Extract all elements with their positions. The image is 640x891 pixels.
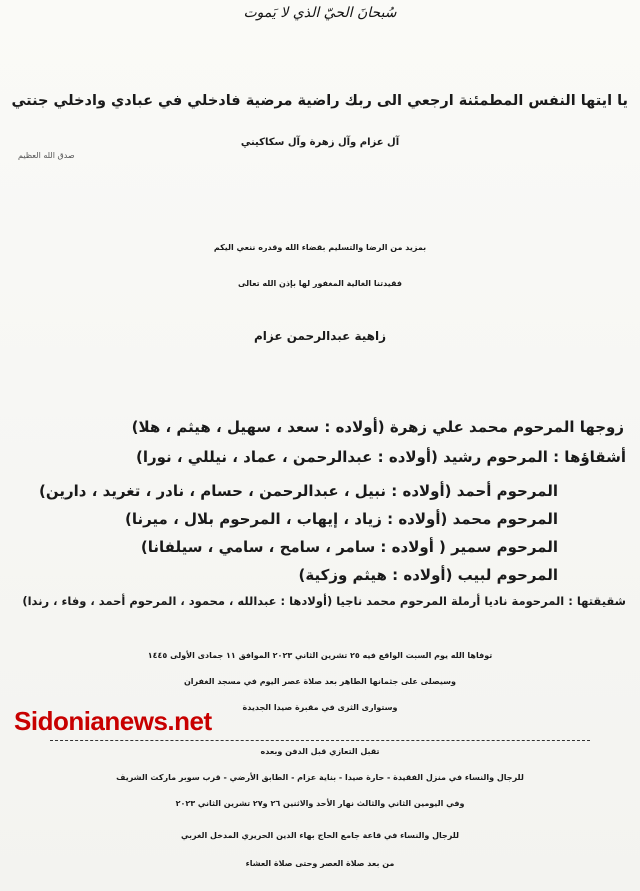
relative-line: المرحوم أحمد (أولاده : نبيل ، عبدالرحمن ، حسام ، نادر ، تغريد ، دارين) [39,482,558,500]
condolences-heading: تقبل التعازي قبل الدفن وبعده [260,747,380,756]
relative-line: المرحوم لبيب (أولاده : هيثم وزكية) [298,566,558,584]
relative-line: زوجها المرحوم محمد علي زهرة (أولاده : سعد ، سهيل ، هيثم ، هلا) [131,418,624,436]
relative-line: شقيقتها : المرحومة ناديا أرملة المرحوم محمد ناجيا (أولادها : عبدالله ، محمود ، المرحوم أحمد ، وفاء ، رندا) [22,594,626,608]
relative-line: المرحوم محمد (أولاده : زياد ، إيهاب ، المرحوم بلال ، ميرنا) [124,510,558,528]
intro-line-1: بمزيد من الرضا والتسليم بقضاء الله وقدره ننعي اليكم [213,243,427,252]
relative-line: المرحوم سمير ( أولاده : سامر ، سامح ، سامي ، سيلفانا) [140,538,558,556]
condolences-line: للرجال والنساء في قاعة جامع الحاج بهاء الدين الحريري المدخل الغربي [180,831,460,840]
intro-line-2: فقيدتنا الغالية المغفور لها بإذن الله تعالى [238,279,402,288]
condolences-line: للرجال والنساء في منزل الفقيدة - حارة صيدا - بناية عزام - الطابق الأرضي - قرب سوبر ماركت الشريف [116,773,524,782]
relative-line: أشقاؤها : المرحوم رشيد (أولاده : عبدالرحمن ، عماد ، نيللي ، نورا) [135,448,626,466]
condolences-line: وفي اليومين الثاني والثالث نهار الأحد والاثنين ٢٦ و٢٧ تشرين الثاني ٢٠٢٣ [175,799,465,808]
calligraphy-heading: سُبحانَ الحيّ الذي لا يَموت [243,5,397,21]
deceased-name: زاهية عبدالرحمن عزام [253,329,387,343]
verse-source: صدق الله العظيم [18,151,75,160]
section-divider [50,740,590,741]
family-names: آل عزام وآل زهرة وآل سكاكيني [240,137,400,148]
quran-verse-text: يا ايتها النفس المطمئنة ارجعي الى ربك راضية مرضية فادخلي في عبادي وادخلي جنتي [11,93,628,109]
site-watermark: Sidonianews.net [14,706,212,736]
burial-line: وستوارى الثرى في مقبرة صيدا الجديدة [242,703,398,712]
quran-verse [11,94,628,109]
death-date-line: توفاها الله يوم السبت الواقع فيه ٢٥ تشرين الثاني ٢٠٢٣ الموافق ١١ جمادى الأولى ١٤٤٥ [147,651,493,660]
condolences-line: من بعد صلاة العصر وحتى صلاة العشاء [245,859,395,868]
funeral-prayer-line: وسيصلى على جثمانها الطاهر بعد صلاة عصر اليوم في مسجد الغفران [183,677,457,686]
